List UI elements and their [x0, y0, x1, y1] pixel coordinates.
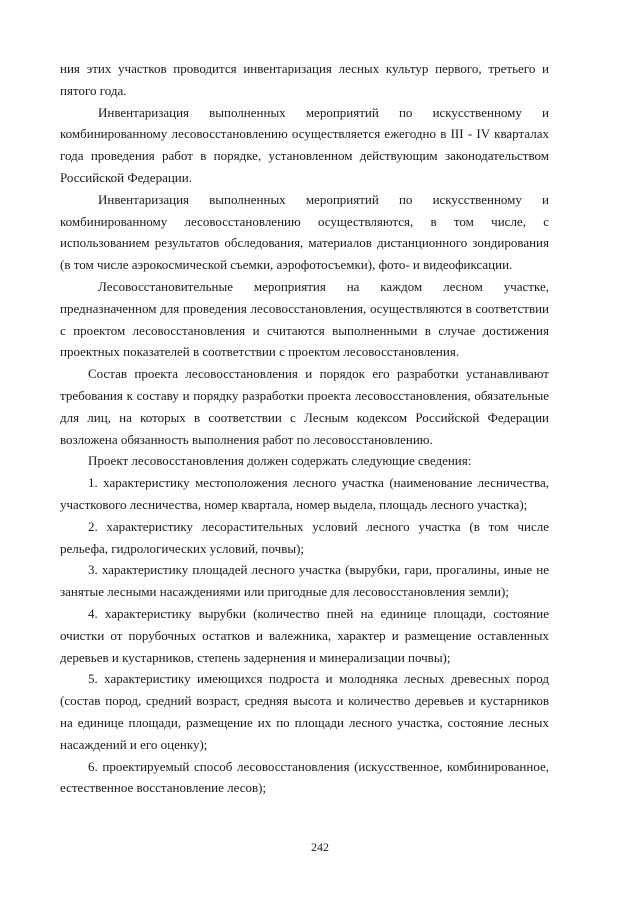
list-item-3: 3. характеристику площадей лесного участка (вырубки, гари, прогалины, иные не занятые лесными насаждениями или пригодные для лесовосстановления земли); [60, 562, 549, 600]
list-item-6: 6. проектируемый способ лесовосстановления (искусственное, комбинированное, естественное восстановление лесов); [60, 758, 549, 796]
paragraph-reforestation-measures: Лесовосстановительные мероприятия на каждом лесном участке, предназначенном для проведения лесовосстановления, осуществляются в соответствии с проектом лесовосстановления и считаются выполненными в случае достижения проектных показателей в соответствии с проектом лесовосстановления. [60, 278, 549, 360]
page-number: 242 [311, 840, 329, 854]
list-item-1: 1. характеристику местоположения лесного участка (наименование лесничества, участкового лесничества, номер квартала, номер выдела, площадь лесного участка); [60, 475, 549, 512]
paragraph-project-composition: Состав проекта лесовосстановления и порядок его разработки устанавливают требования к составу и порядку разработки проекта лесовосстановления, обязательные для лиц, на которых в соответствии с Лесным кодексом Российской Федерации возложена обязанность выполнения работ по лесовосстановлению. [60, 366, 549, 447]
list-item-2: 2. характеристику лесорастительных условий лесного участка (в том числе рельефа, гидрологических условий, почвы); [60, 518, 549, 556]
page-body [60, 58, 549, 799]
paragraph-project-contents-intro: Проект лесовосстановления должен содержать следующие сведения: [88, 453, 472, 469]
paragraph-inventory-methods: Инвентаризация выполненных мероприятий по искусственному и комбинированному лесовосстановлению осуществляются, в том числе, с использованием результатов обследования, материалов дистанционного зондирования (в том числе аэрокосмической съемки, аэрофотосъемки), фото- и видеофиксации. [60, 191, 549, 273]
list-item-5: 5. характеристику имеющихся подроста и молодняка лесных древесных пород (состав пород, средний возраст, средняя высота и количество деревьев и кустарников на единице площади, размещение их по площади лесного участка, состояние лесных насаждений и его оценку); [60, 671, 549, 752]
paragraph-inventory-timing: Инвентаризация выполненных мероприятий по искусственному и комбинированному лесовосстановлению осуществляется ежегодно в III - IV кварталах года проведения работ в порядке, установленном действующим законодательством Российской Федерации. [60, 104, 549, 185]
list-item-4: 4. характеристику вырубки (количество пней на единице площади, состояние очистки от порубочных остатков и валежника, характер и размещение оставленных деревьев и кустарников, степень задернения и минерализации почвы); [60, 605, 549, 665]
paragraph-continuation: ния этих участков проводится инвентаризация лесных культур первого, третьего и пятого года. [60, 61, 549, 98]
